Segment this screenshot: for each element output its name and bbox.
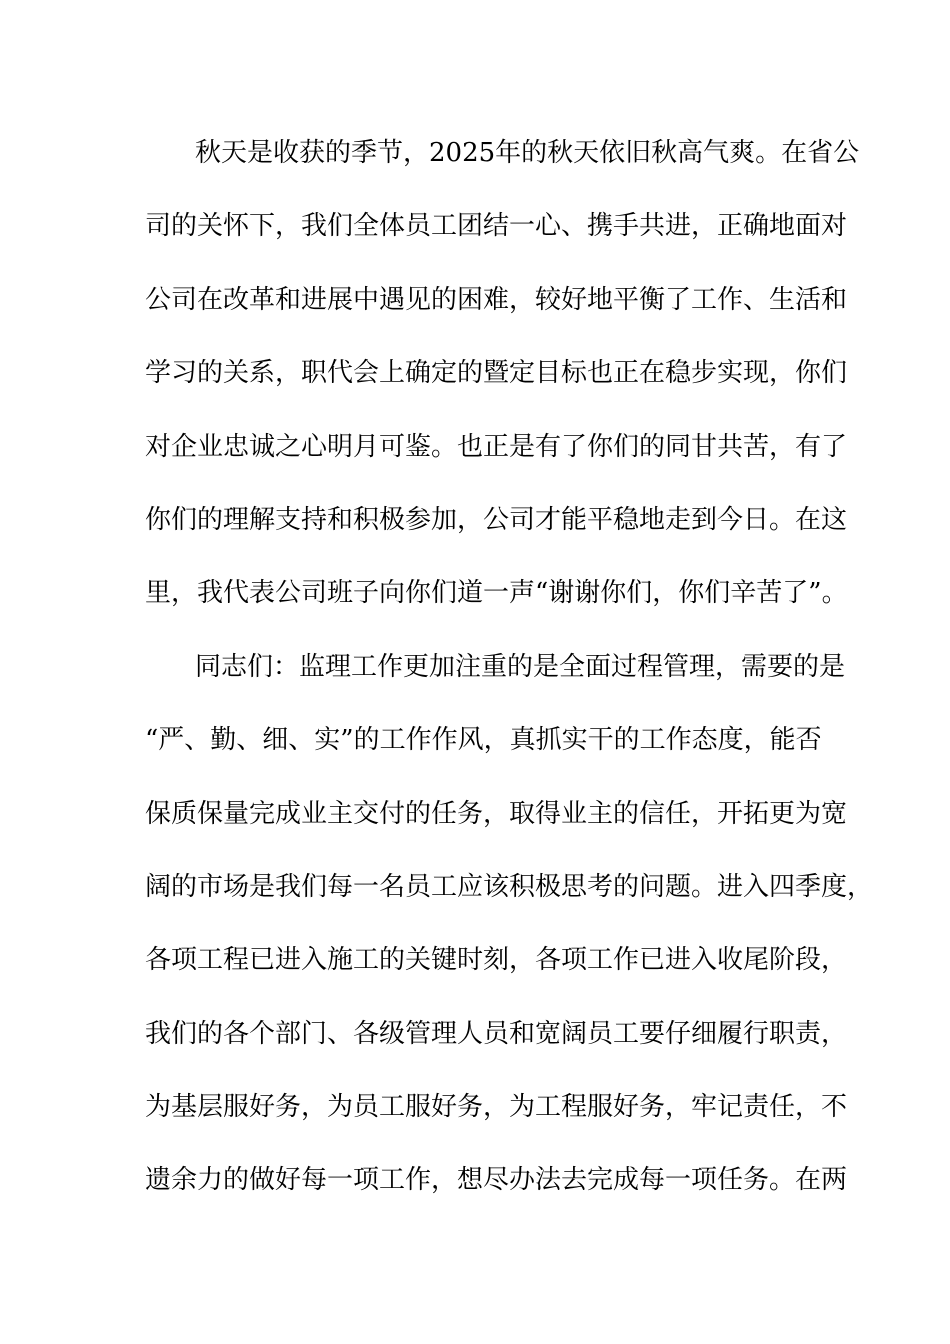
paragraph-1-line-4: 学习的关系，职代会上确定的暨定目标也正在稳步实现，你们 <box>145 358 848 389</box>
paragraph-1-line-5: 对企业忠诚之心明月可鉴。也正是有了你们的同甘共苦，有了 <box>145 431 848 462</box>
paragraph-2-line-6: 我们的各个部门、各级管理人员和宽阔员工要仔细履行职责， <box>145 1018 848 1049</box>
paragraph-1-line-2: 司的关怀下，我们全体员工团结一心、携手共进，正确地面对 <box>145 211 848 242</box>
paragraph-1-line-1: 秋天是收获的季节，2025年的秋天依旧秋高气爽。在省公 <box>195 138 860 168</box>
paragraph-1-line-6: 你们的理解支持和积极参加，公司才能平稳地走到今日。在这 <box>145 504 848 535</box>
paragraph-2-line-8: 遗余力的做好每一项工作，想尽办法去完成每一项任务。在两 <box>145 1165 848 1196</box>
document-body <box>145 128 874 1229</box>
paragraph-2-line-5: 各项工程已进入施工的关键时刻，各项工作已进入收尾阶段， <box>145 945 848 976</box>
paragraph-2-line-2: “严、勤、细、实”的工作作风，真抓实干的工作态度，能否 <box>145 725 822 756</box>
paragraph-2-line-3: 保质保量完成业主交付的任务，取得业主的信任，开拓更为宽 <box>145 798 848 829</box>
paragraph-1-line-3: 公司在改革和进展中遇见的困难，较好地平衡了工作、生活和 <box>145 284 848 315</box>
paragraph-2-line-7: 为基层服好务，为员工服好务，为工程服好务，牢记责任，不 <box>145 1092 848 1123</box>
paragraph-2-line-4: 阔的市场是我们每一名员工应该积极思考的问题。进入四季度， <box>145 871 874 902</box>
paragraph-1-line-7: 里，我代表公司班子向你们道一声“谢谢你们，你们辛苦了”。 <box>145 578 848 609</box>
paragraph-2-line-1: 同志们：监理工作更加注重的是全面过程管理，需要的是 <box>195 651 846 682</box>
